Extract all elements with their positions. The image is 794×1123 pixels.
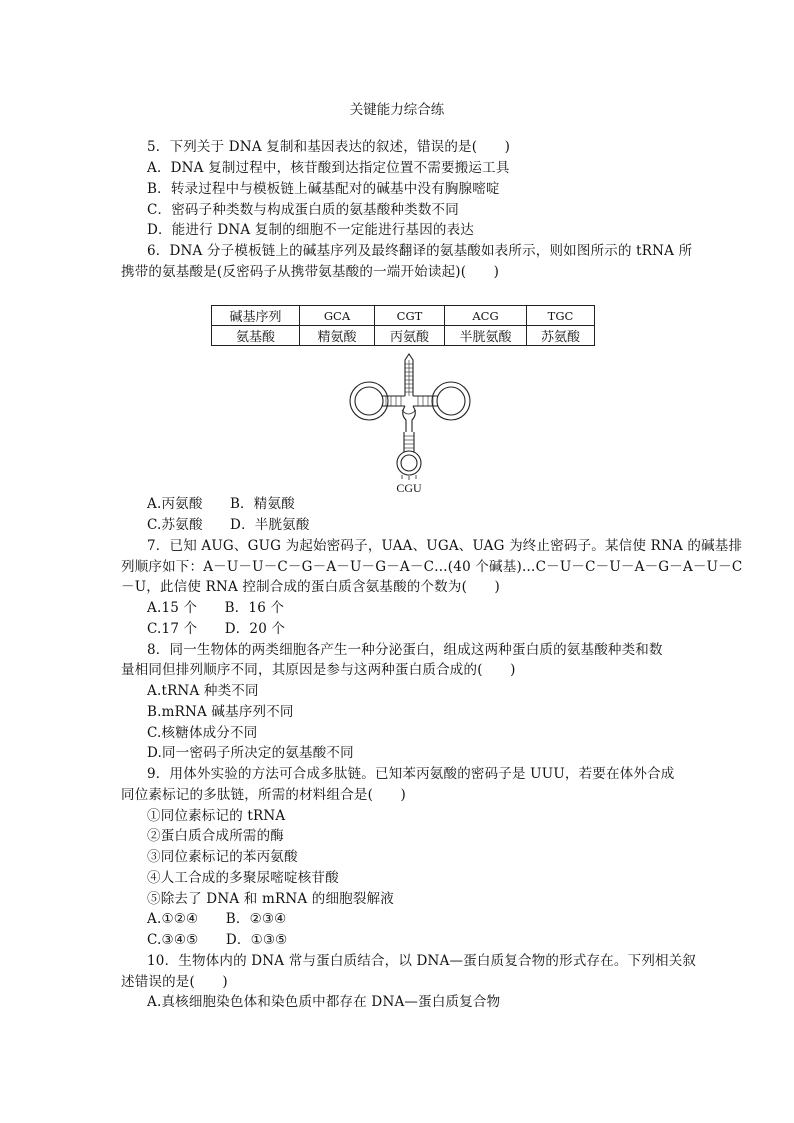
question-8-option-c: C.核糖体成分不同: [147, 725, 258, 741]
question-8-option-d: D.同一密码子所决定的氨基酸不同: [147, 745, 354, 761]
table-cell-base: GCA: [300, 306, 375, 326]
question-6-options-ab: A.丙氨酸 B．精氨酸: [147, 496, 295, 512]
question-5-option-c: C．密码子种类数与构成蛋白质的氨基酸种类数不同: [147, 202, 459, 218]
question-9-item-1: ①同位素标记的 tRNA: [147, 808, 286, 824]
question-9-item-2: ②蛋白质合成所需的酶: [147, 828, 284, 844]
row-header-amino-acids: 氨基酸: [212, 326, 300, 346]
table-cell-base: CGT: [375, 306, 445, 326]
table-cell-amino-acid: 丙氨酸: [375, 326, 445, 346]
question-9-item-3: ③同位素标记的苯丙氨酸: [147, 849, 298, 865]
table-row-amino-acids: [212, 326, 595, 346]
question-5-option-a: A．DNA 复制过程中，核苷酸到达指定位置不需要搬运工具: [147, 160, 510, 176]
question-9-options-cd: C.③④⑤ D．①③⑤: [147, 932, 288, 948]
table-row-bases: [212, 306, 595, 326]
question-6-options-cd: C.苏氨酸 D．半胱氨酸: [147, 517, 310, 533]
table-cell-amino-acid: 精氨酸: [300, 326, 375, 346]
question-8-stem-line-1: 8．同一生物体的两类细胞各产生一种分泌蛋白，组成这两种蛋白质的氨基酸种类和数: [147, 642, 663, 658]
codon-table: [211, 305, 595, 346]
question-9-stem-line-2: 同位素标记的多肽链，所需的材料组合是( ): [121, 787, 406, 803]
question-6-stem-line-2: 携带的氨基酸是(反密码子从携带氨基酸的一端开始读起)( ): [121, 264, 500, 280]
question-6-stem-line-1: 6．DNA 分子模板链上的碱基序列及最终翻译的氨基酸如表所示，则如图所示的 tRNA 所: [147, 243, 693, 259]
question-9-options-ab: A.①②④ B．②③④: [147, 911, 287, 927]
row-header-bases: 碱基序列: [212, 306, 300, 326]
question-8-option-a: A.tRNA 种类不同: [147, 683, 259, 699]
question-8-stem-line-2: 量相同但排列顺序不同，其原因是参与这两种蛋白质合成的( ): [121, 662, 516, 678]
question-9-item-5: ⑤除去了 DNA 和 mRNA 的细胞裂解液: [147, 891, 394, 907]
question-10-stem-line-2: 述错误的是( ): [121, 974, 228, 990]
table-cell-amino-acid: 苏氨酸: [527, 326, 595, 346]
question-7-options-cd: C.17 个 D．20 个: [147, 621, 286, 637]
question-5-option-b: B．转录过程中与模板链上碱基配对的碱基中没有胸腺嘧啶: [147, 181, 500, 197]
question-5-stem: 5．下列关于 DNA 复制和基因表达的叙述，错误的是( ): [147, 139, 511, 155]
table-cell-base: TGC: [527, 306, 595, 326]
question-5-option-d: D．能进行 DNA 复制的细胞不一定能进行基因的表达: [147, 222, 474, 238]
question-7-stem-line-2: 列顺序如下：A－U－U－C－G－A－U－G－A－C…(40 个碱基)…C－U－C－U－A－G－A－U－C: [121, 559, 743, 575]
question-7-options-ab: A.15 个 B．16 个: [147, 600, 285, 616]
question-9-stem-line-1: 9．用体外实验的方法可合成多肽链。已知苯丙氨酸的密码子是 UUU，若要在体外合成: [147, 766, 675, 782]
question-7-stem-line-3: －U，此信使 RNA 控制合成的蛋白质含氨基酸的个数为( ): [121, 579, 500, 595]
question-8-option-b: B.mRNA 碱基序列不同: [147, 704, 294, 720]
question-7-stem-line-1: 7．已知 AUG、GUG 为起始密码子，UAA、UGA、UAG 为终止密码子。某信使 RNA 的碱基排: [147, 538, 743, 554]
anticodon-label: CGU: [396, 481, 422, 495]
question-10-option-a: A.真核细胞染色体和染色质中都存在 DNA—蛋白质复合物: [147, 994, 501, 1010]
table-cell-base: ACG: [445, 306, 527, 326]
page-title: 关键能力综合练: [349, 102, 445, 118]
question-9-item-4: ④人工合成的多聚尿嘧啶核苷酸: [147, 870, 339, 886]
table-cell-amino-acid: 半胱氨酸: [445, 326, 527, 346]
trna-diagram: [346, 352, 476, 494]
question-10-stem-line-1: 10．生物体内的 DNA 常与蛋白质结合，以 DNA—蛋白质复合物的形式存在。下列相关叙: [147, 953, 697, 969]
